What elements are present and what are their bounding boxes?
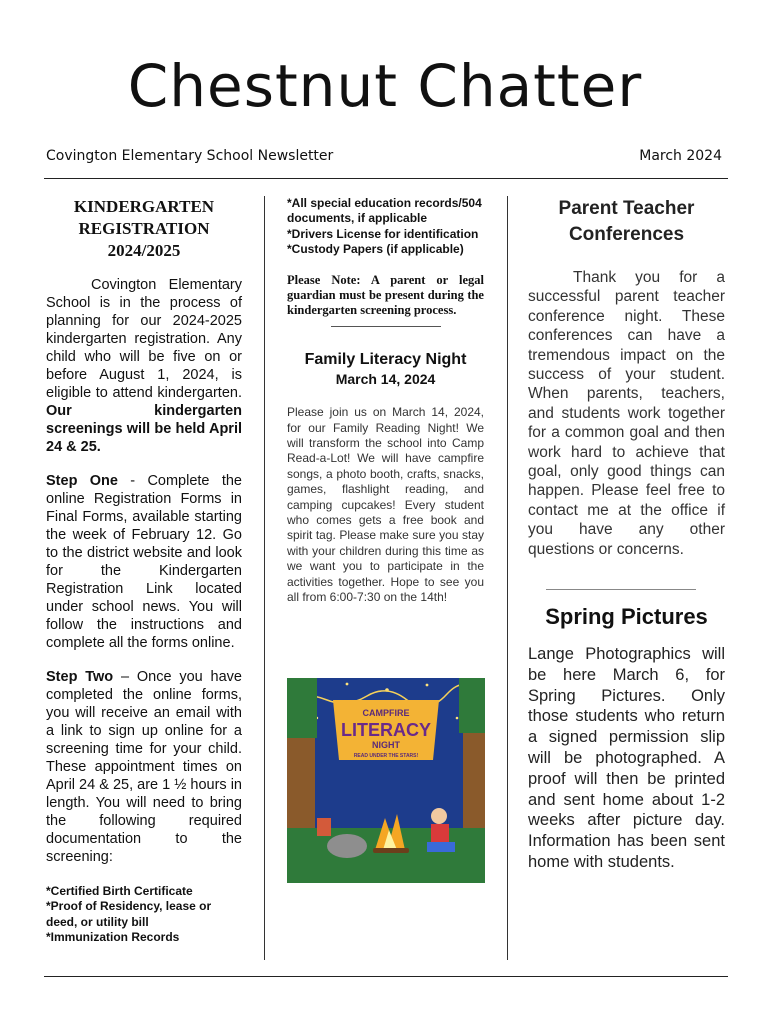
spring-pictures-body: Lange Photographics will be here March 6, for Spring Pictures. Only those students who return a signed permission slip will be photographed. A proof will then be printed and sent home about 1-2 weeks after picture day. Information has been sent home with students. (528, 645, 725, 872)
step-two-label: Step Two (46, 669, 114, 685)
spring-pictures-heading: Spring Pictures (545, 604, 708, 630)
header-divider (44, 178, 728, 179)
literacy-night-date: March 14, 2024 (335, 371, 436, 388)
document-item: *Immunization Records (46, 929, 180, 944)
kindergarten-heading-line1: KINDERGARTEN (73, 197, 215, 216)
conferences-heading-line2: Conferences (568, 224, 685, 245)
poster-line1: CAMPFIRE (362, 708, 410, 718)
poster-line2: LITERACY (341, 720, 431, 740)
section-divider (331, 326, 441, 327)
column-divider-1 (264, 196, 265, 960)
kindergarten-screening-dates: Our kindergarten screenings will be held April 24 & 25. (46, 403, 242, 455)
conferences-body: Thank you for a successful parent teacher conference night. These conferences can have a tremendous impact on the success of your student. When parents, teachers, and students work together for a common goal and then work hard to achieve that goal, only good things can happen. Please feel free to contact me at the office if you have any other questions or concerns. (528, 269, 725, 558)
document-item: *Certified Birth Certificate (46, 884, 193, 898)
campfire-log (373, 848, 409, 853)
kindergarten-section (46, 196, 242, 945)
step-one-label: Step One (46, 473, 118, 489)
newsletter-date: March 2024 (639, 148, 722, 164)
poster-rock (327, 834, 367, 858)
document-item: *Custody Papers (if applicable) (287, 241, 464, 256)
middle-column (287, 196, 484, 605)
right-column (528, 196, 725, 873)
kindergarten-heading-line3: 2024/2025 (107, 241, 181, 260)
tree-leaves-left (287, 678, 317, 738)
step-two-text: – Once you have completed the online forms, you will receive an email with a link to sign up online for a screening time for your child. These appointment times on April 24 & 25, are 1 ½ hours in length. You will need to bring the following required documentation to the screening: (46, 669, 242, 865)
step-one-text: - Complete the online Registration Forms in Final Forms, available starting the week of February 12. Go to the district website and look for the Kindergarten Registration Link located under school news. You will follow the instructions and complete all the forms online. (46, 473, 242, 651)
conferences-heading-line1: Parent Teacher (558, 198, 695, 219)
poster-line4: READ UNDER THE STARS! (353, 753, 419, 759)
step-one (46, 472, 242, 652)
newsletter-title: Chestnut Chatter (127, 52, 643, 120)
book-stack (317, 818, 331, 836)
footer-divider (44, 976, 728, 977)
literacy-night-body: Please join us on March 14, 2024, for our Family Reading Night! We will transform the school into Camp Read-a-Lot! We will have campfire songs, a photo booth, crafts, snacks, games, flashlight reading, and camping cupcakes! Every student who comes gets a free book and spirit tag. Please make sure you stay with your children during this time as we want you to participate in the activities together. Hope to see you all from 6:00-7:30 on the 14th! (287, 405, 484, 605)
guardian-note: Please Note: A parent or legal guardian must be present during the kindergarten screening process. (287, 273, 484, 318)
child-body (431, 824, 449, 842)
document-item: *All special education records/504 documents, if applicable (287, 196, 482, 226)
campfire-literacy-poster (287, 678, 485, 883)
tree-leaves-right (459, 678, 485, 733)
literacy-night-title: Family Literacy Night (304, 351, 467, 369)
kindergarten-heading (46, 196, 242, 262)
document-item: *Drivers License for identification (287, 226, 479, 241)
document-item: *Proof of Residency, lease or deed, or utility bill (46, 899, 212, 929)
conferences-heading (528, 196, 725, 248)
child-head (431, 808, 447, 824)
section-divider (546, 589, 696, 590)
documents-list-part1 (46, 884, 242, 945)
kindergarten-heading-line2: REGISTRATION (78, 219, 210, 238)
kindergarten-intro-text: Covington Elementary School is in the process of planning for our 2024-2025 kindergarten registration. Any child who will be five on or before August 1, 2024, is eligible to attend kindergarten. (46, 277, 242, 401)
column-divider-2 (507, 196, 508, 960)
poster-line3: NIGHT (372, 740, 400, 750)
step-two (46, 668, 242, 866)
kindergarten-intro (46, 276, 242, 456)
book-pile (427, 842, 455, 852)
newsletter-subtitle: Covington Elementary School Newsletter (46, 148, 334, 164)
documents-list-part2 (287, 196, 484, 257)
